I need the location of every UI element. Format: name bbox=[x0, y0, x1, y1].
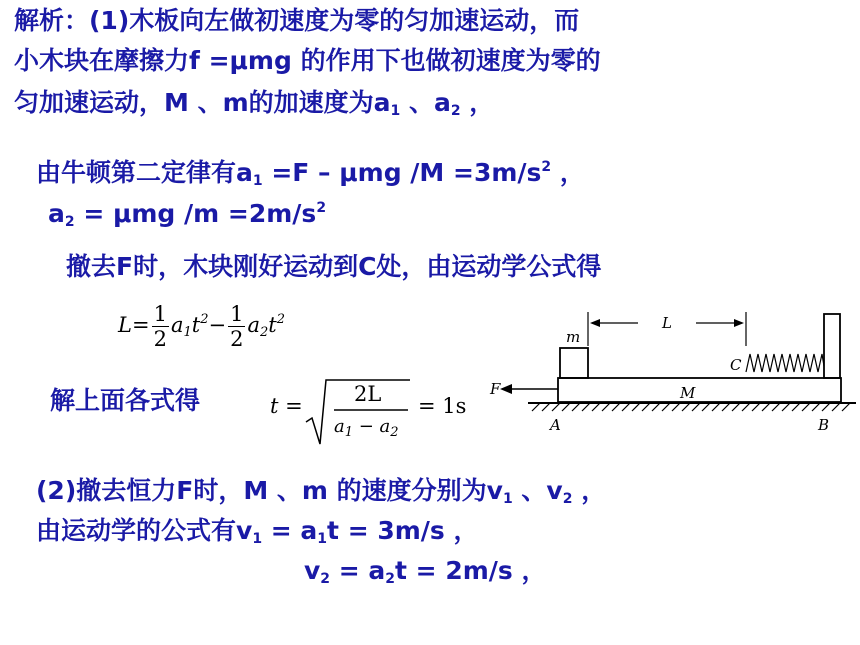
equation-L bbox=[118, 302, 285, 351]
superscript: 2 bbox=[541, 159, 552, 175]
arrowhead-right-icon bbox=[734, 319, 744, 327]
eq-t1: t bbox=[191, 313, 201, 337]
analysis-line-1-text: 解析：(1)木板向左做初速度为零的匀加速运动，而 bbox=[14, 6, 580, 35]
eq-t-num: 2L bbox=[354, 382, 382, 406]
eq-t-den-a1: a bbox=[334, 416, 345, 437]
fraction-num: 1 bbox=[153, 302, 167, 326]
part2-line-2-b: = a bbox=[262, 516, 318, 545]
label-M: M bbox=[680, 384, 696, 402]
superscript: 2 bbox=[200, 312, 209, 327]
subscript: 1 bbox=[344, 425, 354, 440]
eq-L-equals: = bbox=[131, 313, 150, 337]
subscript: 1 bbox=[183, 325, 192, 340]
subscript: 1 bbox=[502, 491, 513, 507]
newton-line-1-b: =F – μmg /M =3m/s bbox=[262, 158, 542, 187]
eq-minus: − bbox=[208, 313, 227, 337]
subscript: 2 bbox=[390, 425, 399, 440]
force-arrowhead-icon bbox=[500, 384, 512, 394]
subscript: 1 bbox=[252, 173, 263, 189]
analysis-line-2-text: 小木块在摩擦力f =μmg 的作用下也做初速度为零的 bbox=[14, 46, 601, 75]
part2-line-3-c: t = 2m/s ， bbox=[395, 556, 547, 585]
ground-hatching bbox=[532, 403, 850, 411]
part2-line-1-b: 、v bbox=[512, 476, 563, 505]
subscript: 2 bbox=[385, 571, 396, 587]
eq-t2: t bbox=[268, 313, 277, 337]
subscript: 1 bbox=[390, 103, 401, 119]
fraction-half-2 bbox=[228, 302, 245, 351]
label-m: m bbox=[566, 328, 581, 346]
part2-line-1-c: ， bbox=[572, 476, 607, 505]
eq-t-den bbox=[334, 416, 399, 440]
newton-line-1-c: ， bbox=[551, 158, 585, 187]
subscript: 2 bbox=[260, 325, 269, 340]
analysis-line-3-c: ， bbox=[460, 88, 495, 117]
part2-line-2-a: 由运动学的公式有v bbox=[36, 516, 253, 545]
newton-line-1 bbox=[36, 152, 585, 196]
solve-text: 解上面各式得 bbox=[50, 386, 201, 415]
remove-force-line bbox=[66, 252, 601, 282]
fraction-half-1 bbox=[152, 302, 169, 351]
solve-line bbox=[50, 386, 200, 416]
label-C: C bbox=[730, 356, 742, 374]
board-M bbox=[558, 378, 841, 402]
spring-icon bbox=[746, 354, 824, 372]
part2-line-1 bbox=[36, 476, 606, 514]
newton-line-2-a: a bbox=[48, 199, 65, 228]
subscript: 2 bbox=[450, 103, 461, 119]
subscript: 1 bbox=[317, 531, 328, 547]
eq-a2: a bbox=[247, 313, 260, 337]
analysis-line-3 bbox=[14, 88, 494, 126]
subscript: 2 bbox=[320, 571, 331, 587]
stopper-wall bbox=[824, 314, 840, 378]
label-L: L bbox=[662, 314, 672, 332]
eq-t-rhs: = 1s bbox=[418, 394, 467, 418]
eq-t-num-wrap bbox=[354, 382, 381, 406]
part2-line-2 bbox=[36, 516, 479, 554]
equation-t bbox=[270, 372, 470, 448]
eq-t-den-a2: a bbox=[379, 416, 391, 437]
analysis-line-3-a: 匀加速运动，M 、m的加速度为a bbox=[14, 88, 391, 117]
analysis-line-2 bbox=[14, 46, 601, 76]
analysis-line-1 bbox=[14, 6, 579, 36]
fraction-den: 2 bbox=[153, 327, 167, 351]
label-F: F bbox=[490, 380, 501, 398]
label-B: B bbox=[818, 416, 830, 434]
subscript: 2 bbox=[562, 491, 573, 507]
fraction-den: 2 bbox=[230, 327, 244, 351]
eq-a1: a bbox=[170, 313, 184, 337]
superscript: 2 bbox=[316, 200, 327, 216]
subscript: 1 bbox=[252, 531, 263, 547]
block-m bbox=[560, 348, 588, 378]
eq-t-den-minus: − bbox=[353, 416, 380, 437]
subscript: 2 bbox=[64, 214, 75, 230]
newton-line-1-a: 由牛顿第二定律有a bbox=[36, 158, 253, 187]
mechanics-diagram bbox=[488, 306, 860, 438]
part2-line-3 bbox=[304, 556, 547, 594]
fraction-num: 1 bbox=[230, 302, 244, 326]
label-A: A bbox=[550, 416, 561, 434]
superscript: 2 bbox=[276, 312, 286, 327]
part2-line-3-a: v bbox=[304, 556, 321, 585]
part2-line-3-b: = a bbox=[330, 556, 386, 585]
arrowhead-left-icon bbox=[590, 319, 600, 327]
newton-line-2-b: = μmg /m =2m/s bbox=[74, 199, 317, 228]
analysis-line-3-b: 、a bbox=[400, 88, 451, 117]
part2-line-1-a: (2)撤去恒力F时，M 、m 的速度分别为v bbox=[36, 476, 503, 505]
newton-line-2 bbox=[48, 193, 326, 237]
eq-L-lhs: L bbox=[118, 313, 132, 337]
remove-force-text: 撤去F时，木块刚好运动到C处，由运动学公式得 bbox=[66, 252, 602, 281]
part2-line-2-c: t = 3m/s ， bbox=[327, 516, 479, 545]
eq-t-lhs: t = bbox=[270, 394, 303, 418]
